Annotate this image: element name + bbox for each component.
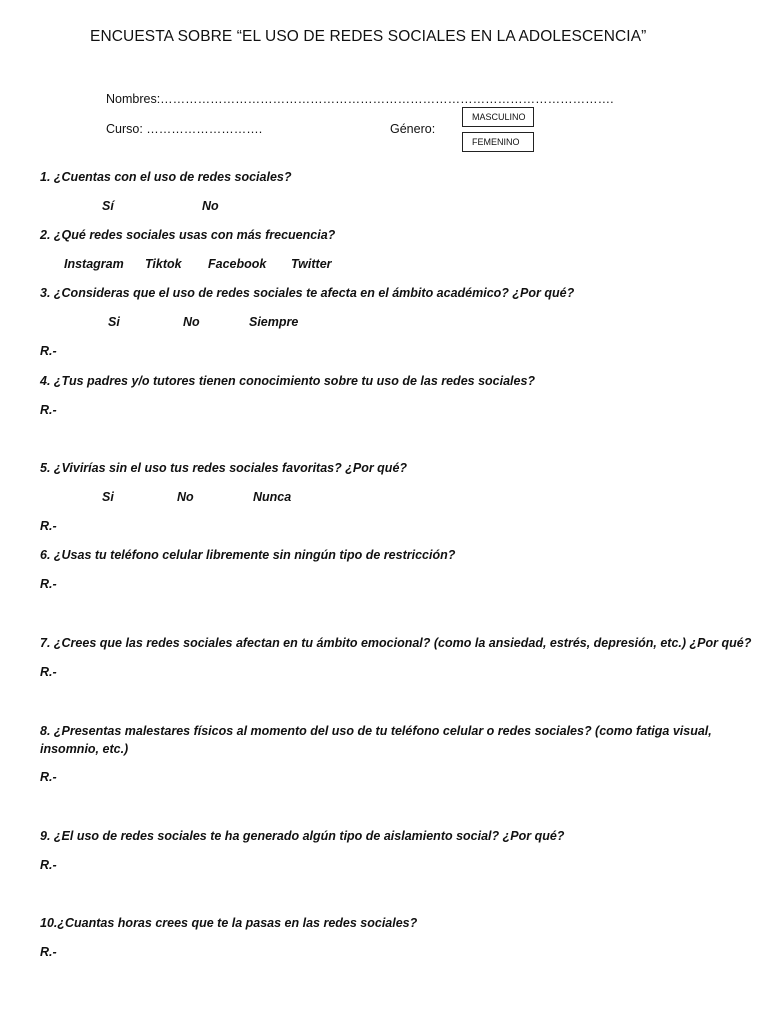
- q1-option-si[interactable]: Sí: [102, 199, 114, 213]
- question-4: 4. ¿Tus padres y/o tutores tienen conocimiento sobre tu uso de las redes sociales?: [40, 374, 536, 388]
- question-7: 7. ¿Crees que las redes sociales afectan en tu ámbito emocional? (como la ansiedad, estrés, depresión, etc.) ¿Por qué?: [40, 636, 752, 650]
- q2-option-facebook[interactable]: Facebook: [208, 257, 267, 271]
- question-6: 6. ¿Usas tu teléfono celular libremente sin ningún tipo de restricción?: [40, 548, 456, 562]
- q5-option-nunca[interactable]: Nunca: [253, 490, 292, 504]
- question-3: 3. ¿Consideras que el uso de redes sociales te afecta en el ámbito académico? ¿Por qué?: [40, 286, 575, 300]
- q5-answer[interactable]: R.-: [40, 519, 57, 533]
- q1-option-no[interactable]: No: [202, 199, 219, 213]
- q3-option-siempre[interactable]: Siempre: [249, 315, 299, 329]
- q6-answer[interactable]: R.-: [40, 577, 57, 591]
- q4-answer[interactable]: R.-: [40, 403, 57, 417]
- q2-option-instagram[interactable]: Instagram: [64, 257, 124, 271]
- q10-answer[interactable]: R.-: [40, 945, 57, 959]
- q3-option-no[interactable]: No: [183, 315, 200, 329]
- page-title: ENCUESTA SOBRE “EL USO DE REDES SOCIALES EN LA ADOLESCENCIA”: [90, 28, 647, 45]
- q9-answer[interactable]: R.-: [40, 858, 57, 872]
- q8-answer[interactable]: R.-: [40, 770, 57, 784]
- nombres-field[interactable]: Nombres:……………………………………………………………………………………………….: [106, 92, 614, 106]
- q3-answer[interactable]: R.-: [40, 344, 57, 358]
- question-8: 8. ¿Presentas malestares físicos al momento del uso de tu teléfono celular o redes sociales? (como fatiga visual, insomnio, etc.): [40, 724, 712, 756]
- question-1: 1. ¿Cuentas con el uso de redes sociales?: [40, 170, 292, 184]
- q5-option-si[interactable]: Si: [102, 490, 114, 504]
- q7-answer[interactable]: R.-: [40, 665, 57, 679]
- question-5: 5. ¿Vivirías sin el uso tus redes sociales favoritas? ¿Por qué?: [40, 461, 408, 475]
- curso-field[interactable]: Curso: ……………………….: [106, 122, 263, 136]
- q2-option-twitter[interactable]: Twitter: [291, 257, 332, 271]
- q3-option-si[interactable]: Si: [108, 315, 120, 329]
- masculino-checkbox[interactable]: MASCULINO: [462, 107, 534, 127]
- question-10: 10.¿Cuantas horas crees que te la pasas en las redes sociales?: [40, 916, 418, 930]
- femenino-checkbox[interactable]: FEMENINO: [462, 132, 534, 152]
- q5-option-no[interactable]: No: [177, 490, 194, 504]
- question-9: 9. ¿El uso de redes sociales te ha generado algún tipo de aislamiento social? ¿Por qué?: [40, 829, 565, 843]
- q2-option-tiktok[interactable]: Tiktok: [145, 257, 182, 271]
- question-2: 2. ¿Qué redes sociales usas con más frecuencia?: [40, 228, 336, 242]
- genero-label: Género:: [390, 122, 436, 136]
